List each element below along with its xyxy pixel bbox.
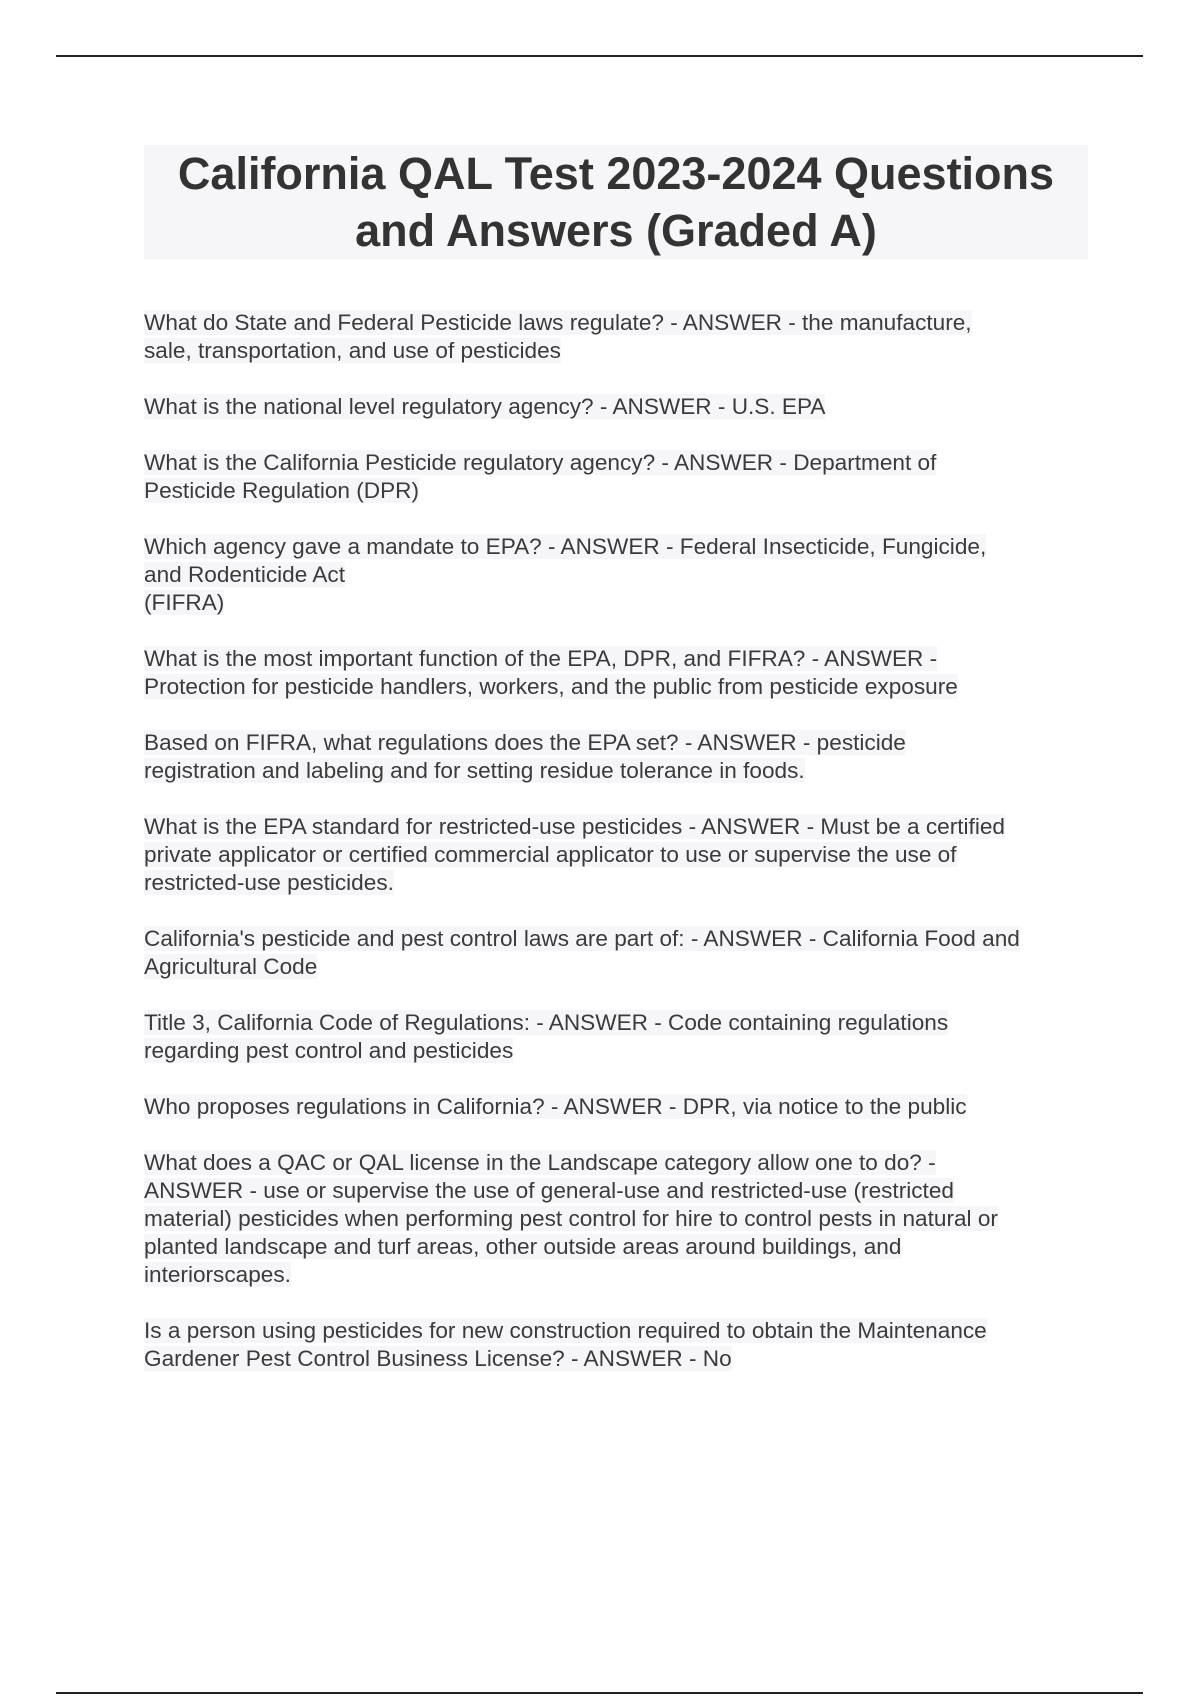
qa-item-text: What is the California Pesticide regulatory agency? - ANSWER - Department of Pesticide Regulation (DPR) bbox=[144, 450, 937, 503]
qa-item bbox=[144, 1317, 1094, 1373]
qa-item-text: Who proposes regulations in California? - ANSWER - DPR, via notice to the public bbox=[144, 1094, 967, 1119]
qa-item bbox=[144, 309, 1094, 365]
qa-item-text: What is the national level regulatory agency? - ANSWER - U.S. EPA bbox=[144, 394, 826, 419]
qa-item bbox=[144, 1093, 1094, 1121]
qa-item bbox=[144, 1149, 1094, 1289]
qa-item bbox=[144, 925, 1094, 981]
qa-item bbox=[144, 813, 1094, 897]
qa-item bbox=[144, 533, 1094, 617]
qa-item-text: Which agency gave a mandate to EPA? - ANSWER - Federal Insecticide, Fungicide, and Rodenticide Act (FIFRA) bbox=[144, 534, 987, 615]
footer-rule bbox=[56, 1692, 1143, 1694]
qa-item bbox=[144, 1009, 1094, 1065]
header-rule bbox=[56, 55, 1143, 57]
qa-item bbox=[144, 449, 1094, 505]
qa-item bbox=[144, 645, 1094, 701]
qa-item bbox=[144, 393, 1094, 421]
qa-item bbox=[144, 729, 1094, 785]
qa-list bbox=[144, 309, 1094, 1401]
qa-item-text: What is the most important function of the EPA, DPR, and FIFRA? - ANSWER - Protection for pesticide handlers, workers, and the public from pesticide exposure bbox=[144, 646, 958, 699]
qa-item-text: Title 3, California Code of Regulations: - ANSWER - Code containing regulations regarding pest control and pesticides bbox=[144, 1010, 949, 1063]
qa-item-text: What do State and Federal Pesticide laws regulate? - ANSWER - the manufacture, sale, transportation, and use of pesticides bbox=[144, 310, 972, 363]
qa-item-text: Is a person using pesticides for new construction required to obtain the Maintenance Gardener Pest Control Business License? - ANSWER - No bbox=[144, 1318, 987, 1371]
qa-item-text: What does a QAC or QAL license in the Landscape category allow one to do? - ANSWER - use or supervise the use of general-use and restricted-use (restricted material) pesticides when performing pest control for hire to control pests in natural or planted landscape and turf areas, other outside areas around buildings, and interiorscapes. bbox=[144, 1150, 998, 1287]
qa-item-text: What is the EPA standard for restricted-use pesticides - ANSWER - Must be a certified private applicator or certified commercial applicator to use or supervise the use of restricted-use pesticides. bbox=[144, 814, 1005, 895]
document-title: California QAL Test 2023-2024 Questions and Answers (Graded A) bbox=[144, 145, 1088, 259]
qa-item-text: California's pesticide and pest control laws are part of: - ANSWER - California Food and Agricultural Code bbox=[144, 926, 1020, 979]
qa-item-text: Based on FIFRA, what regulations does the EPA set? - ANSWER - pesticide registration and labeling and for setting residue tolerance in foods. bbox=[144, 730, 906, 783]
